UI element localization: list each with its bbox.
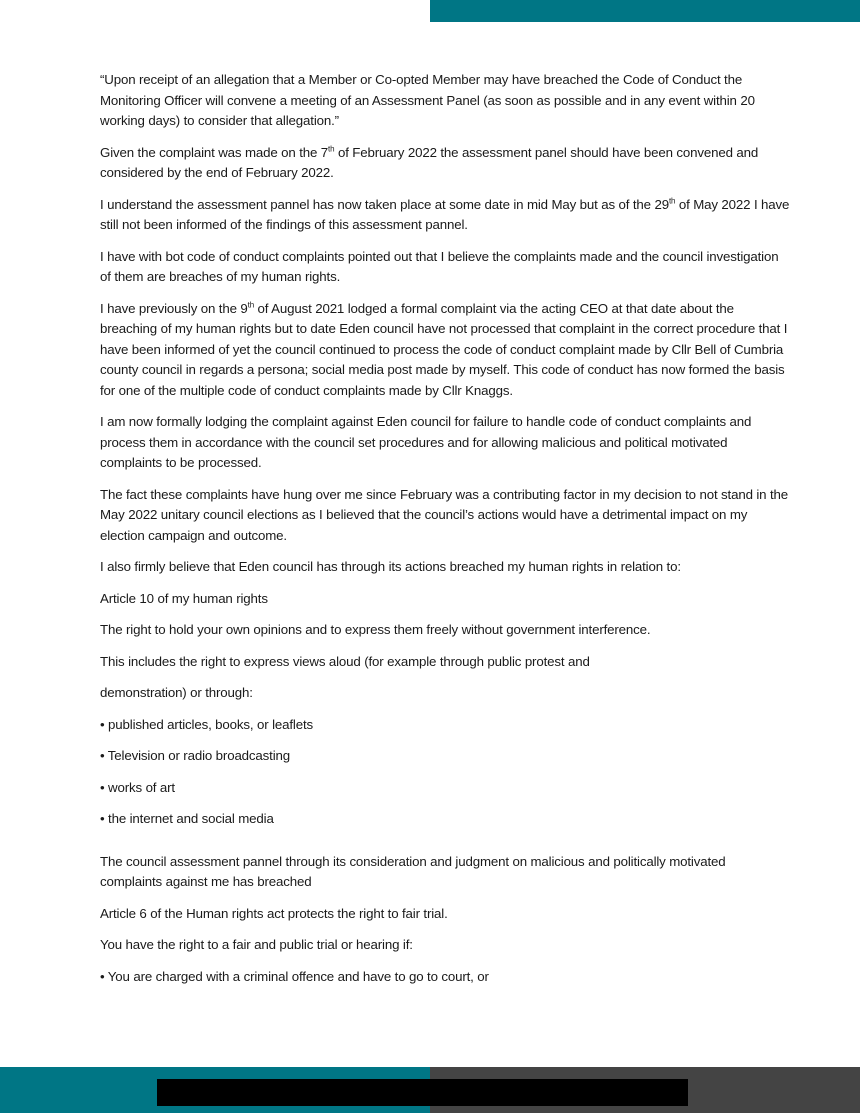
paragraph-human-rights-breach: I have with bot code of conduct complaints pointed out that I believe the complaints made and the council investigation of them are breaches of my human rights. [100, 248, 779, 284]
bullet-item: • works of art [100, 779, 175, 795]
paragraph-assessment-breach: The council assessment pannel through its consideration and judgment on malicious and politically motivated complaints against me has breached [100, 853, 726, 889]
paragraph-includes: This includes the right to express views aloud (for example through public protest and [100, 653, 590, 669]
bullet-item: • the internet and social media [100, 811, 274, 826]
heading-article-10: Article 10 of my human rights [100, 590, 268, 606]
paragraph-right-to-opinions: The right to hold your own opinions and to express them freely without government interference. [100, 622, 651, 637]
paragraph-previous-complaint: I have previously on the 9th of August 2021 lodged a formal complaint via the acting CEO at that date about the breaching of my human rights but to date Eden council have not processed that complaint in the correct procedure that I have been informed of yet the council continued to process the code of conduct complaint made by Cllr Bell of Cumbria county council in regards a persona; social media post made by myself. This code of conduct has now formed the basis for one of the multiple code of conduct complaints made by Cllr Knaggs. [100, 300, 788, 398]
paragraph-assessment-pannel: I understand the assessment pannel has now taken place at some date in mid May but as of the 29th of May 2022 I have still not been informed of the findings of this assessment pannel. [100, 196, 790, 232]
paragraph-election-impact: The fact these complaints have hung over me since February was a contributing factor in my decision to not stand in the May 2022 unitary council elections as I believed that the council’s actions would have a detrimental impact on my election campaign and outcome. [100, 486, 788, 543]
paragraph-quote: “Upon receipt of an allegation that a Member or Co-opted Member may have breached the Code of Conduct the Monitoring Officer will convene a meeting of an Assessment Panel (as soon as possible and in any event within 20 working days) to consider that allegation.” [100, 72, 755, 128]
footer-band [0, 1067, 860, 1113]
bullet-item: • Television or radio broadcasting [100, 748, 291, 763]
bullet-item: • published articles, books, or leaflets [100, 716, 313, 732]
paragraph-demonstration: demonstration) or through: [100, 685, 253, 700]
paragraph-complaint-date: Given the complaint was made on the 7th of February 2022 the assessment panel should have been convened and considered by the end of February 2022. [100, 144, 759, 180]
redaction-bar [157, 1079, 688, 1106]
paragraph-belief: I also firmly believe that Eden council has through its actions breached my human rights in relation to: [100, 559, 681, 574]
heading-article-6: Article 6 of the Human rights act protects the right to fair trial. [100, 905, 448, 921]
paragraph-fair-trial: You have the right to a fair and public trial or hearing if: [100, 937, 413, 952]
bullet-item: • You are charged with a criminal offence and have to go to court, or [100, 968, 489, 984]
document-body [100, 70, 790, 998]
header-accent-bar [430, 0, 860, 22]
paragraph-formal-complaint: I am now formally lodging the complaint against Eden council for failure to handle code of conduct complaints and process them in accordance with the council set procedures and for allowing malicious and political motivated complaints to be processed. [100, 414, 752, 470]
